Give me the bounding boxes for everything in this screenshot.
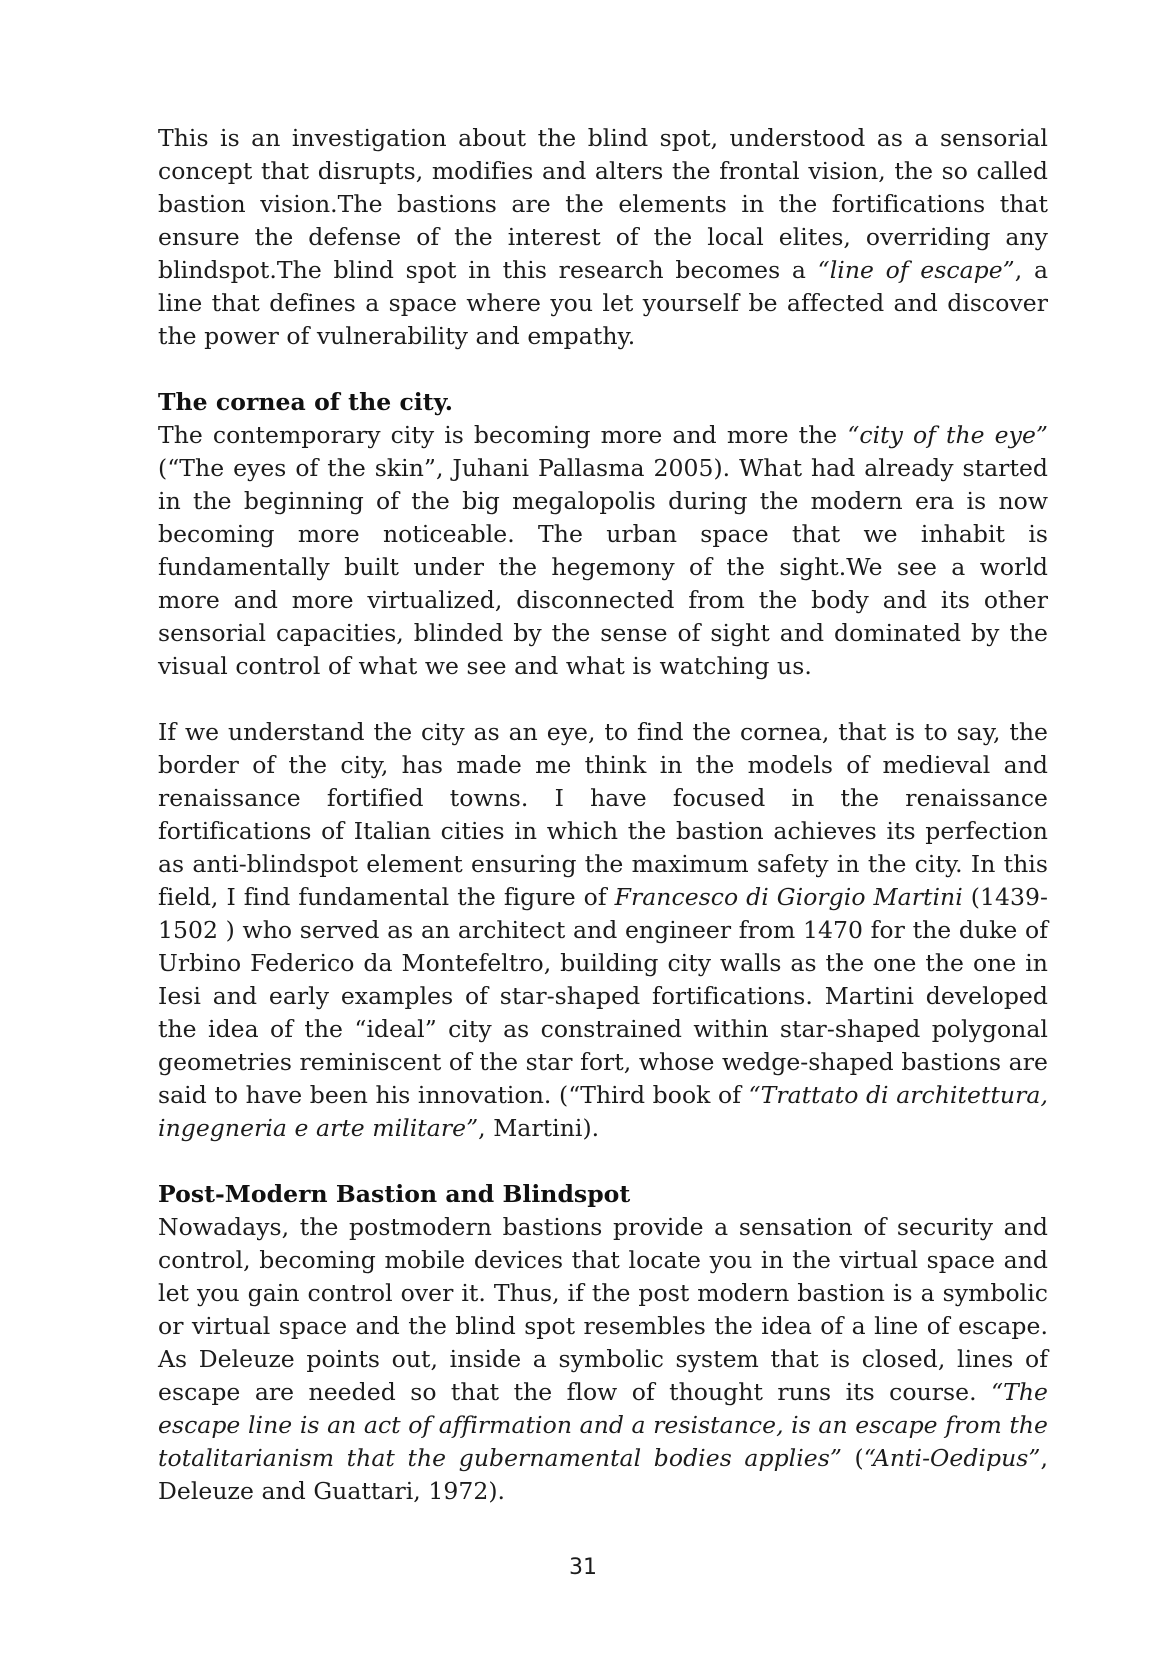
text-run: (: [841, 1444, 864, 1472]
emphasis-text: Francesco di Giorgio Martini: [614, 883, 963, 911]
page-number: 31: [569, 1555, 597, 1580]
emphasis-text: “Anti-Oedipus”: [863, 1444, 1041, 1472]
text-run: , Deleuze and Guattari, 1972).: [158, 1444, 1048, 1505]
text-run: This is an investigation about the blind spot, understood as a sensorial concept that disrupts, modifies and alters the frontal vision, the so called bastion vision.The bastions are the elements in the fortifications that ensure the defense of the interest of the local elites, overriding any blindspot.The blind spot in this research becomes a: [158, 124, 1048, 284]
text-run: (1439-1502 ) who served as an architect and engineer from 1470 for the duke of Urbino Federico da Montefeltro, building city walls as the one the one in Iesi and early examples of star-shaped fortifications. Martini developed the idea of the “ideal” city as constrained within star-shaped polygonal geometries reminiscent of the star fort, whose wedge-shaped bastions are said to have been his innovation. (“Third book of: [158, 883, 1049, 1109]
intro-paragraph: [158, 122, 1048, 353]
cornea-paragraph-1: [158, 419, 1048, 683]
section-heading-cornea: The cornea of the city.: [158, 388, 453, 416]
section-heading-bastion: Post-Modern Bastion and Blindspot: [158, 1180, 631, 1208]
emphasis-text: “line of escape”: [817, 256, 1015, 284]
text-run: If we understand the city as an eye, to find the cornea, that is to say, the border of the city, has made me think in the models of medieval and renaissance fortified towns. I have focused in the renaissance fortifications of Italian cities in which the bastion achieves its perfection as anti-blindspot element ensuring the maximum safety in the city. In this field, I find fundamental the figure of: [158, 718, 1048, 911]
text-run: (“The eyes of the skin”, Juhani Pallasma 2005). What had already started in the beginning of the big megalopolis during the modern era is now becoming more noticeable. The urban space that we inhabit is fundamentally built under the hegemony of the sight.We see a world more and more virtualized, disconnected from the body and its other sensorial capacities, blinded by the sense of sight and dominated by the visual control of what we see and what is watching us.: [158, 454, 1048, 680]
paragraph-spacer: [158, 353, 1048, 386]
text-run: , Martini).: [478, 1114, 600, 1142]
cornea-paragraph-2: [158, 716, 1048, 1145]
text-run: , a line that defines a space where you let yourself be affected and discover the power of vulnerability and empathy.: [158, 256, 1049, 350]
text-run: The contemporary city is becoming more and more the: [158, 421, 848, 449]
bastion-paragraph: [158, 1211, 1048, 1508]
emphasis-text: “Trattato di architettura, ingegneria e arte militare”: [158, 1081, 1048, 1142]
emphasis-text: “The escape line is an act of affirmation and a resistance, is an escape from the totalitarianism that the gubernamental bodies applies”: [158, 1378, 1048, 1472]
text-run: Nowadays, the postmodern bastions provide a sensation of security and control, becoming mobile devices that locate you in the virtual space and let you gain control over it. Thus, if the post modern bastion is a symbolic or virtual space and the blind spot resembles the idea of a line of escape. As Deleuze points out, inside a symbolic system that is closed, lines of escape are needed so that the flow of thought runs its course.: [158, 1213, 1048, 1406]
emphasis-text: “city of the eye”: [847, 421, 1048, 449]
body-text: [158, 122, 1048, 1508]
paragraph-spacer: [158, 1145, 1048, 1178]
paragraph-spacer: [158, 683, 1048, 716]
